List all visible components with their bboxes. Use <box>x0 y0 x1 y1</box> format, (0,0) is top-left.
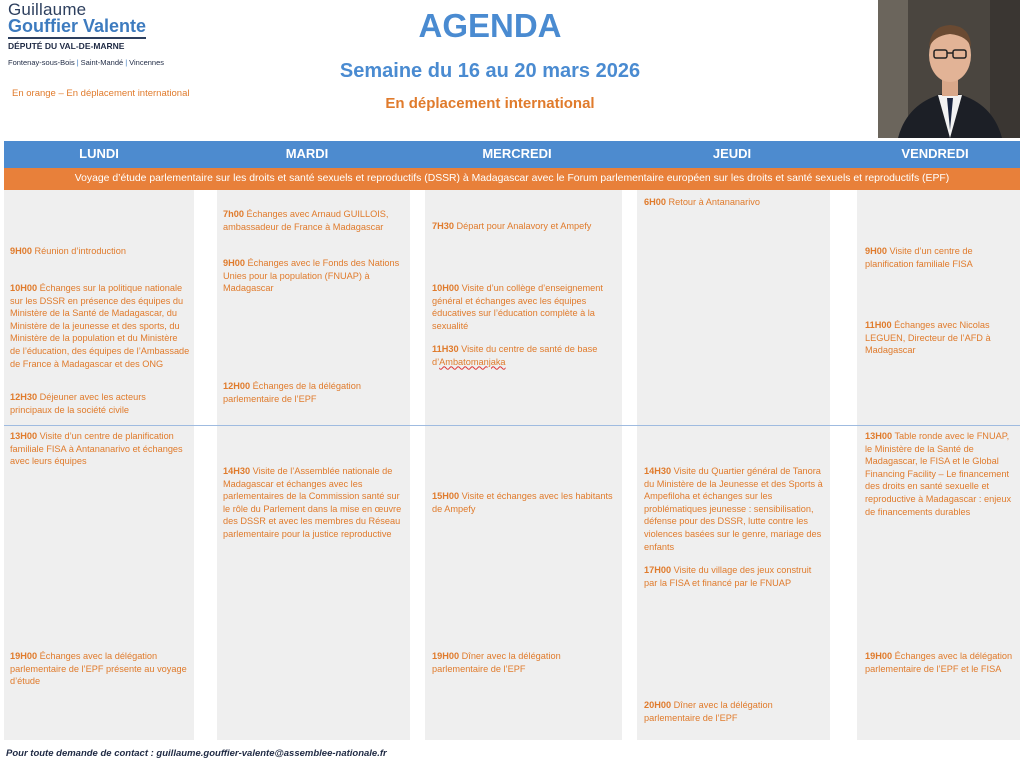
trip-banner: Voyage d’étude parlementaire sur les droits et santé sexuels et reproductifs (DSSR) à Madagascar avec le Forum parlementaire européen sur les droits et santé sexuels et reproductifs (EPF) <box>4 168 1020 190</box>
portrait-photo <box>878 0 1020 138</box>
event-mercredi-3: 11H30 Visite du centre de santé de base d’Ambatomanjaka <box>432 344 598 367</box>
event-lundi-4: 13H00 Visite d’un centre de planification familiale FISA à Antananarivo et échanges avec leurs équipes <box>10 431 183 467</box>
event-mercredi-4: 15H00 Visite et échanges avec les habitants de Ampefy <box>432 491 613 514</box>
contact-footer: Pour toute demande de contact : guillaume.gouffier-valente@assemblee-nationale.fr <box>6 748 387 759</box>
day-header-vendredi: VENDREDI <box>901 146 969 161</box>
day-header-jeudi: JEUDI <box>712 146 752 161</box>
town-2: Saint-Mandé <box>80 58 124 67</box>
event-lundi-5: 19H00 Échanges avec la délégation parlementaire de l’EPF présente au voyage d’étude <box>10 651 187 687</box>
event-jeudi-1: 6H00 Retour à Antananarivo <box>644 197 760 207</box>
week-subtitle: Semaine du 16 au 20 mars 2026 <box>339 60 641 82</box>
brand-first-name: Guillaume <box>8 0 87 19</box>
event-mercredi-5: 19H00 Dîner avec la délégation parlementaire de l’EPF <box>432 651 561 674</box>
event-mardi-1: 7h00 Échanges avec Arnaud GUILLOIS, ambassadeur de France à Madagascar <box>223 209 389 232</box>
day-header-mercredi: MERCREDI <box>482 146 552 161</box>
day-header-lundi: LUNDI <box>79 146 119 161</box>
event-vendredi-1: 9H00 Visite d’un centre de planification familiale FISA <box>865 246 973 269</box>
portrait-illustration <box>878 0 1020 138</box>
legend-note: En orange – En déplacement international <box>12 88 190 99</box>
travel-subtitle: En déplacement international <box>385 95 595 112</box>
brand-towns: Fontenay-sous-Bois | Saint-Mandé | Vincennes <box>8 58 165 67</box>
brand-role: DÉPUTÉ DU VAL-DE-MARNE <box>8 41 125 51</box>
event-jeudi-3: 17H00 Visite du village des jeux construit par la FISA et financé par le FNUAP <box>644 565 812 588</box>
event-mercredi-1: 7H30 Départ pour Analavory et Ampefy <box>432 221 592 231</box>
event-lundi-3: 12H30 Déjeuner avec les acteurs principaux de la société civile <box>10 392 146 415</box>
event-vendredi-2: 11H00 Échanges avec Nicolas LEGUEN, Directeur de l’AFD à Madagascar <box>865 320 991 356</box>
event-jeudi-2: 14H30 Visite du Quartier général de Tanora du Ministère de la Jeunesse et des Sports à Ampefiloha et échanges sur les problématiques jeunesse : sensibilisation, défense pour des DSSR, lutte contre les violences basées sur le genre, mariage des enfants <box>644 466 823 552</box>
event-mardi-4: 14H30 Visite de l’Assemblée nationale de Madagascar et échanges avec les parlementaires de la Commission santé sur le rôle du Parlement dans la mise en œuvre des DSSR et avec les membres du Réseau parlementaire pour la justice reproductive <box>223 466 402 539</box>
event-vendredi-3: 13H00 Table ronde avec le FNUAP, le Ministère de la Santé de Madagascar, le FISA et le Global Financing Facility – Le financement des droits en santé sexuelle et reproductive à Madagascar : enjeux de financements durables <box>865 431 1012 517</box>
brand-last-name: Gouffier Valente <box>8 15 146 39</box>
midday-divider <box>4 425 1020 426</box>
event-mardi-3: 12H00 Échanges de la délégation parlementaire de l’EPF <box>223 381 361 404</box>
event-lundi-2: 10H00 Échanges sur la politique nationale sur les DSSR en présence des équipes du Ministère de la Santé de Madagascar, du Ministère de la jeunesse et des sports, du Ministère de la population et du Ministère de l’éducation, des équipes de l’Ambassade de France à Madagascar et des ONG <box>10 283 190 369</box>
event-mardi-2: 9H00 Échanges avec le Fonds des Nations Unies pour la population (FNUAP) à Madagascar <box>223 258 400 294</box>
page-title: AGENDA <box>418 7 562 44</box>
event-mercredi-2: 10H00 Visite d’un collège d’enseignement général et échanges avec les équipes éducatives sur l’éducation complète à la sexualité <box>432 283 603 331</box>
day-header-mardi: MARDI <box>285 146 329 161</box>
event-lundi-1: 9H00 Réunion d’introduction <box>10 246 126 256</box>
town-3: Vincennes <box>129 58 165 67</box>
town-1: Fontenay-sous-Bois <box>8 58 75 67</box>
event-jeudi-4: 20H00 Dîner avec la délégation parlementaire de l’EPF <box>644 700 773 723</box>
event-vendredi-4: 19H00 Échanges avec la délégation parlementaire de l’EPF et le FISA <box>865 651 1013 674</box>
